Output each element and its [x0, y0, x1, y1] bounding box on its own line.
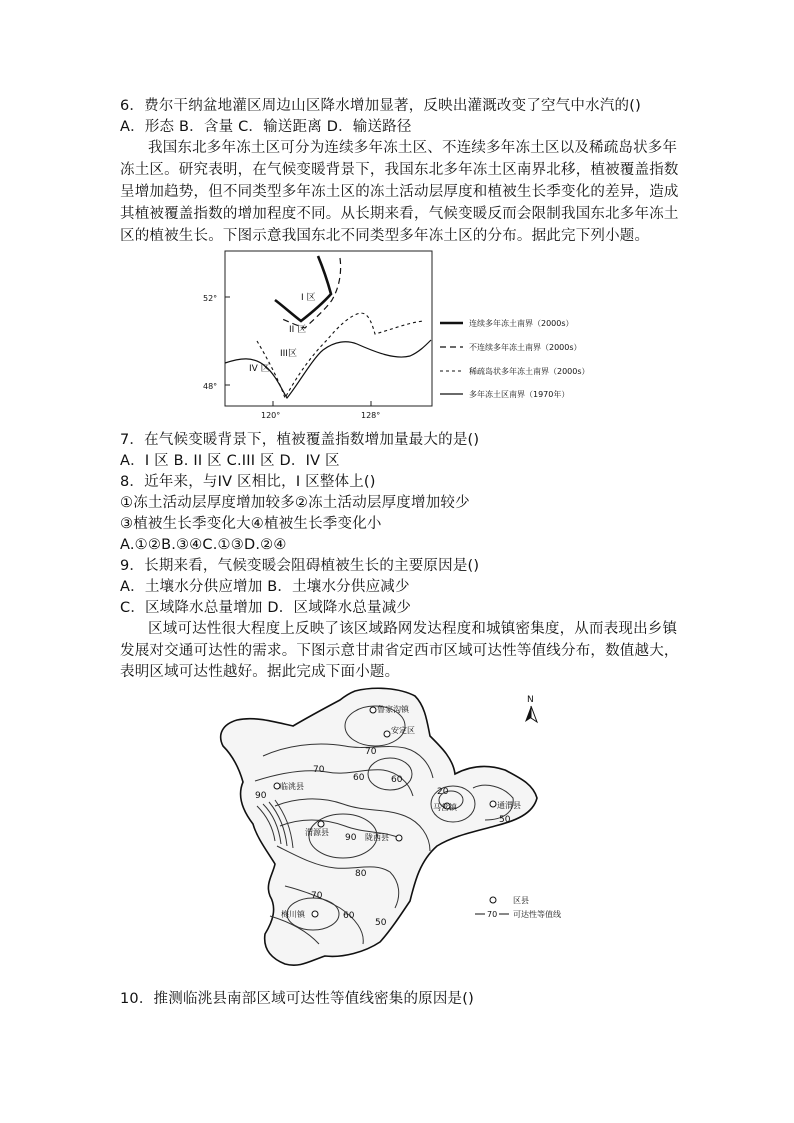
town-meichuan: 梅川镇	[281, 910, 305, 919]
q6-options: A．形态 B．含量 C．输送距离 D．输送路径	[120, 119, 412, 135]
passage1-line: 冻土区。研究表明，在气候变暖背景下，我国东北多年冻土区南界北移，植被覆盖指数	[120, 162, 679, 178]
north-arrow-icon	[525, 706, 531, 722]
passage1-line: 我国东北多年冻土区可分为连续多年冻土区、不连续多年冻土区以及稀疏岛状多年	[148, 140, 678, 156]
isoline-value: 90	[345, 833, 357, 843]
q9-options-1: A．土壤水分供应增加 B．土壤水分供应减少	[120, 579, 410, 595]
isoline-value: 80	[355, 869, 367, 879]
passage2-line: 区域可达性很大程度上反映了该区域路网发达程度和城镇密集度，从而表现出乡镇	[148, 621, 678, 637]
isoline-value: 60	[353, 773, 365, 783]
legend-discontinuous: 不连续多年冻土南界（2000s）	[469, 343, 582, 352]
q10-stem: 10．推测临洮县南部区域可达性等值线密集的原因是()	[120, 991, 474, 1007]
zone-label-3: III区	[280, 349, 297, 359]
isoline-value: 70	[313, 765, 325, 775]
lon-label-left: 120°	[261, 411, 281, 420]
isoline-value: 20	[437, 787, 449, 797]
isoline-value: 70	[365, 747, 377, 757]
q9-stem: 9．长期来看，气候变暖会阻碍植被生长的主要原因是()	[120, 558, 480, 574]
legend-sparse: 稀疏岛状多年冻土南界（2000s）	[469, 367, 590, 376]
town-longxi: 陇西县	[365, 833, 389, 842]
isoline-value: 70	[311, 891, 323, 901]
q8-items-1: ①冻土活动层厚度增加较多②冻土活动层厚度增加较少	[120, 495, 470, 511]
legend-1970: 多年冻土区南界（1970年）	[469, 390, 570, 399]
town-lintao: 临洮县	[280, 782, 304, 791]
isoline-value: 50	[499, 815, 511, 825]
q7-options: A．I 区 B. II 区 C.III 区 D．IV 区	[120, 453, 340, 469]
passage2-line: 表明区域可达性越好。据此完成下面小题。	[120, 664, 400, 680]
town-weiyuan: 渭源县	[305, 828, 329, 837]
town-legend-icon	[490, 897, 496, 903]
q8-stem: 8．近年来，与IV 区相比，I 区整体上()	[120, 474, 376, 490]
north-label: N	[527, 695, 534, 705]
passage1-line: 呈增加趋势，但不同类型多年冻土区的冻土活动层厚度和植被生长季变化的差异，造成	[120, 184, 679, 200]
q8-options: A.①②B.③④C.①③D.②④	[120, 537, 287, 553]
isoline-value: 60	[391, 775, 403, 785]
lat-label-bottom: 48°	[203, 382, 218, 391]
passage2-line: 发展对交通可达性的需求。下图示意甘肃省定西市区域可达性等值线分布，数值越大，	[120, 643, 679, 659]
legend-continuous: 连续多年冻土南界（2000s）	[469, 319, 574, 328]
town-tongwei: 通渭县	[497, 801, 521, 810]
q9-options-2: C．区域降水总量增加 D．区域降水总量减少	[120, 600, 412, 616]
town-anding: 安定区	[391, 726, 415, 735]
zone-label-2: II 区	[289, 325, 307, 335]
passage1-line: 区的植被生长。下图示意我国东北不同类型多年冻土区的分布。据此完下列小题。	[120, 228, 650, 244]
town-maying: 马营镇	[433, 803, 457, 812]
town-lujiagou: 鲁家沟镇	[377, 705, 409, 714]
legend-isoline: 可达性等值线	[513, 910, 561, 919]
lat-label-top: 52°	[203, 294, 218, 303]
isoline-value: 90	[255, 791, 267, 801]
isoline-value: 60	[343, 911, 355, 921]
lon-label-right: 128°	[361, 411, 381, 420]
zone-label-4: IV 区	[249, 364, 270, 374]
accessibility-map	[215, 686, 595, 976]
permafrost-map	[195, 248, 615, 428]
q7-stem: 7．在气候变暖背景下，植被覆盖指数增加量最大的是()	[120, 432, 480, 448]
legend-town: 区县	[513, 896, 529, 905]
q8-items-2: ③植被生长季变化大④植被生长季变化小	[120, 516, 382, 532]
legend-isoline-value: 70	[487, 910, 498, 919]
isoline-value: 50	[375, 918, 387, 928]
zone-label-1: I 区	[301, 293, 316, 303]
passage1-line: 其植被覆盖指数的增加程度不同。从长期来看，气候变暖反而会限制我国东北多年冻土	[120, 206, 679, 222]
q6-stem: 6．费尔干纳盆地灌区周边山区降水增加显著，反映出灌溉改变了空气中水汽的()	[120, 98, 641, 114]
